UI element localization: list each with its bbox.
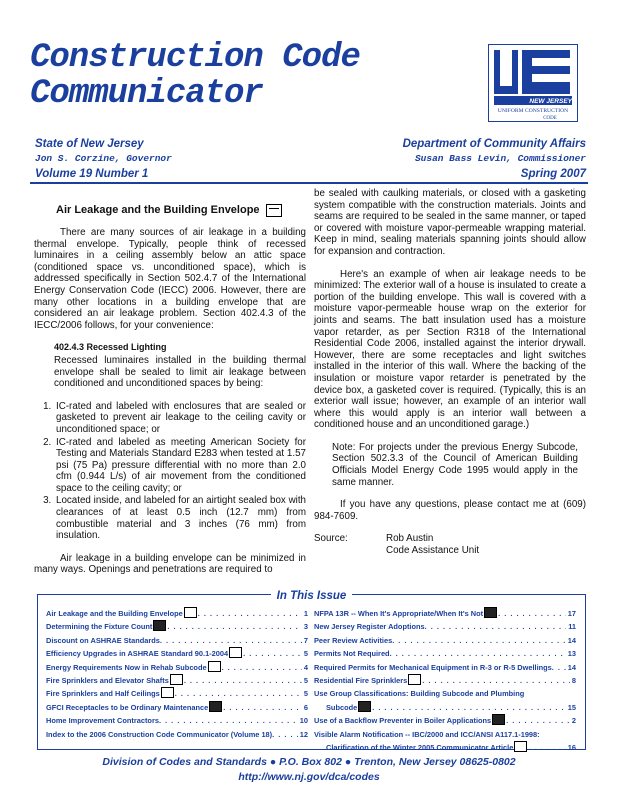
article-paragraph: Here's an example of when air leakage needs to be minimized: The exterior wall of a house is insulated to create a portion of the building envelope. This wall is covered with a moisture vapor-permeable house wrap on the exterior for joints and seams. The batt insulation used has a moisture vapor retarder, as per Section R318 of the International Residential Code 2006, installed against the interior drywall. However, there are some receptacles and light switches installed in the interior of this wall. Where the backing of the insulation or moisture vapor retarder is penetrated by the device box, a gasketed cover is required. (Typically, this is an exterior wall issue; however, an example of an interior wall where this would apply is an interior wall between a conditioned house and an unconditioned garage.) (314, 268, 586, 431)
toc-leader-dots (184, 674, 302, 687)
house-icon (229, 647, 242, 658)
toc-page-number: 14 (567, 635, 576, 645)
list-item: 2. IC-rated and labeled as meeting American Society for Testing and Materials Standard E283 when tested at 1.57 psi (75 Pa) pressure differential with no more than 2.0 cfm (0.944 L/s) of air movement from the conditioned space to the ceiling cavity; or (54, 437, 306, 495)
toc-item[interactable] (46, 674, 308, 687)
toc-page-number: 5 (303, 676, 308, 686)
toc-item-title: Use of a Backflow Preventer in Boiler Applications (314, 716, 492, 726)
governor-name: Jon S. Corzine, Governor (35, 153, 172, 164)
toc-item[interactable] (46, 607, 308, 620)
logo-line1: UNIFORM CONSTRUCTION (497, 108, 569, 114)
toc-item-title: Peer Review Activities (314, 635, 393, 645)
header-rule (30, 182, 588, 184)
toc-page-number: 14 (567, 662, 576, 672)
toc-page-number: 12 (299, 729, 308, 739)
masthead-title (30, 40, 470, 112)
article-closing: If you have any questions, please contact me at (609) 984-7609. (314, 499, 586, 522)
accessibility-icon (514, 741, 527, 752)
masthead-title-line1: Construction Code (30, 39, 360, 77)
toc-leader-dots (198, 607, 302, 620)
sprinkler-icon (170, 674, 183, 685)
toc-page-number: 5 (303, 649, 308, 659)
toc-leader-dots (506, 714, 570, 727)
toc-leader-dots (175, 687, 302, 700)
department-name: Department of Community Affairs (402, 138, 586, 150)
toc-item[interactable] (46, 728, 308, 741)
toc-right-column (314, 607, 576, 754)
requirements-list (34, 401, 306, 542)
toc-page-number: 6 (303, 702, 308, 712)
toc-item[interactable] (314, 661, 576, 674)
state-name: State of New Jersey (35, 138, 144, 150)
article-note: Note: For projects under the previous Energy Subcode, Section 502.3.3 of the Council of American Building Officials Model Energy Code 1995 would apply in the same manner. (332, 441, 578, 488)
list-item: 3. Located inside, and labeled for an airtight sealed box with clearances of at least 0.5 inch (12.7 mm) from combustible material and 3 inches (76 mm) from insulation. (54, 495, 306, 541)
toc-item-title: Permits Not Required (314, 649, 390, 659)
section-heading: 402.4.3 Recessed Lighting (54, 342, 167, 353)
volume-number: Volume 19 Number 1 (35, 168, 149, 180)
toc-item-title: New Jersey Register Adoptions (314, 622, 425, 632)
toc-page-number: 7 (303, 635, 308, 645)
toc-item-title: Visible Alarm Notification -- IBC/2000 and ICC/ANSI A117.1-1998: (314, 729, 540, 739)
toc-item[interactable] (46, 714, 308, 727)
toc-item[interactable] (314, 607, 576, 620)
source-label: Source: (314, 533, 348, 545)
plumbing-icon (358, 701, 371, 712)
footer-address: Division of Codes and Standards ● P.O. Box 802 ● Trenton, New Jersey 08625-0802 (102, 756, 516, 768)
toc-item-title: Fire Sprinklers and Half Ceilings (46, 689, 160, 699)
toc-item-title: Home Improvement Contractors (46, 716, 159, 726)
article-right-column (314, 188, 586, 557)
section-body: Recessed luminaires installed in the building thermal envelope shall be sealed to limit air leakage between conditioned and unconditioned spaces by being: (54, 354, 306, 390)
toc-page-number: 11 (568, 622, 576, 632)
masthead-title-line2: Communicator (30, 75, 263, 113)
toc-item-title: Subcode (326, 702, 358, 712)
toc-page-number: 16 (567, 743, 576, 753)
house-icon (208, 661, 221, 672)
toc-item[interactable] (314, 620, 576, 633)
issue-season: Spring 2007 (520, 168, 586, 180)
sprinkler-icon (408, 674, 421, 685)
plumbing-icon (492, 714, 505, 725)
article-source (314, 533, 586, 556)
list-item: 1. IC-rated and labeled with enclosures that are sealed or gasketed to prevent air leakage to the ceiling cavity or unconditioned space; or (54, 401, 306, 436)
toc-item-title: NFPA 13R -- When It's Appropriate/When It's Not (314, 609, 484, 618)
toc-item[interactable] (314, 687, 576, 700)
commissioner-name: Susan Bass Levin, Commissioner (414, 153, 586, 164)
toc-item-title: Determining the Fixture Count (46, 622, 153, 632)
toc-leader-dots (223, 701, 302, 714)
toc-item-title: Discount on ASHRAE Standards (46, 635, 160, 645)
toc-leader-dots (390, 647, 566, 660)
toc-box (37, 590, 586, 753)
toc-leader-dots (243, 647, 302, 660)
toc-item-title: Index to the 2006 Construction Code Communicator (Volume 18) (46, 729, 273, 739)
house-icon (266, 204, 282, 217)
toc-item[interactable] (46, 647, 308, 660)
toc-leader-dots (528, 741, 565, 754)
toc-item[interactable] (46, 687, 308, 700)
toc-leader-dots (422, 674, 570, 687)
toc-leader-dots (272, 728, 298, 741)
toc-item-title: GFCI Receptacles to be Ordinary Maintenance (46, 702, 209, 712)
toc-item-title: Clarification of the Winter 2005 Communicator Article (326, 743, 514, 753)
ucc-logo (488, 44, 578, 122)
toc-item[interactable] (46, 620, 308, 633)
article-paragraph: Air leakage in a building envelope can be minimized in many ways. Openings and penetrations are required to (34, 552, 306, 576)
toc-item[interactable] (314, 714, 576, 727)
toc-page-number: 2 (571, 716, 576, 726)
toc-page-number: 5 (303, 689, 308, 699)
toc-item-title: Residential Fire Sprinklers (314, 676, 408, 686)
toc-page-number: 17 (567, 609, 576, 618)
article-title: Air Leakage and the Building Envelope (56, 204, 306, 217)
house-icon (184, 607, 197, 618)
toc-leader-dots (392, 634, 566, 647)
toc-left-column (46, 607, 308, 741)
toc-item[interactable] (314, 634, 576, 647)
toc-item[interactable] (46, 701, 308, 714)
toc-leader-dots (167, 620, 302, 633)
toc-leader-dots (160, 634, 302, 647)
toc-item[interactable] (314, 701, 576, 714)
toc-heading: In This Issue (38, 586, 585, 604)
source-name: Rob Austin (386, 533, 434, 545)
plumbing-icon (153, 620, 166, 631)
toc-page-number: 10 (299, 716, 308, 726)
toc-leader-dots (222, 661, 302, 674)
toc-item[interactable] (314, 728, 576, 741)
article-paragraph: There are many sources of air leakage in a building thermal envelope. Typically, people think of recessed luminaires in a ceiling assembly below an attic space (conditioned space vs. unconditioned space), which is addressed specifically in Section 502.4.7 of the International Energy Conservation Code (IECC) 2006. However, there are many other locations in a building envelope that are considered an air leakage problem. Section 402.4.3 of the IECC/2006 follows, for your convenience: (34, 227, 306, 331)
toc-page-number: 8 (571, 676, 576, 686)
toc-item[interactable] (46, 634, 308, 647)
sprinkler-icon (161, 687, 174, 698)
toc-page-number: 15 (567, 702, 576, 712)
article-left-column (34, 200, 306, 587)
toc-item[interactable] (46, 661, 308, 674)
source-unit: Code Assistance Unit (386, 545, 480, 557)
fire-icon (484, 607, 497, 618)
toc-item-title: Use Group Classifications: Building Subcode and Plumbing (314, 689, 525, 699)
toc-page-number: 13 (567, 649, 576, 659)
toc-item-title: Efficiency Upgrades in ASHRAE Standard 90.1-2004 (46, 649, 229, 659)
logo-line2: CODE (543, 116, 557, 121)
article-paragraph: be sealed with caulking materials, or closed with a gasketing system compatible with the construction materials. Joints and seams are required to be sealed in the same manner, or taped or covered with moisture vapor-permeable wrapping material. Keep in mind, sealing materials spanning joints should allow for expansion and contraction. (314, 188, 586, 257)
logo-state: NEW JERSEY (529, 98, 572, 105)
toc-page-number: 1 (303, 609, 308, 618)
toc-leader-dots (552, 661, 566, 674)
toc-item[interactable] (314, 647, 576, 660)
electrical-icon (209, 701, 222, 712)
toc-item-title: Air Leakage and the Building Envelope (46, 609, 183, 618)
toc-page-number: 3 (303, 622, 308, 632)
toc-item[interactable] (314, 674, 576, 687)
footer-url[interactable]: http://www.nj.gov/dca/codes (238, 771, 380, 783)
toc-item-title: Energy Requirements Now in Rehab Subcode (46, 662, 207, 672)
toc-page-number: 4 (303, 662, 308, 672)
toc-item-title: Fire Sprinklers and Elevator Shafts (46, 676, 169, 686)
toc-item[interactable] (314, 741, 576, 754)
toc-leader-dots (372, 701, 566, 714)
toc-leader-dots (498, 607, 566, 620)
toc-item-title: Required Permits for Mechanical Equipment in R-3 or R-5 Dwellings (314, 662, 552, 672)
toc-leader-dots (425, 620, 567, 633)
toc-leader-dots (159, 714, 298, 727)
